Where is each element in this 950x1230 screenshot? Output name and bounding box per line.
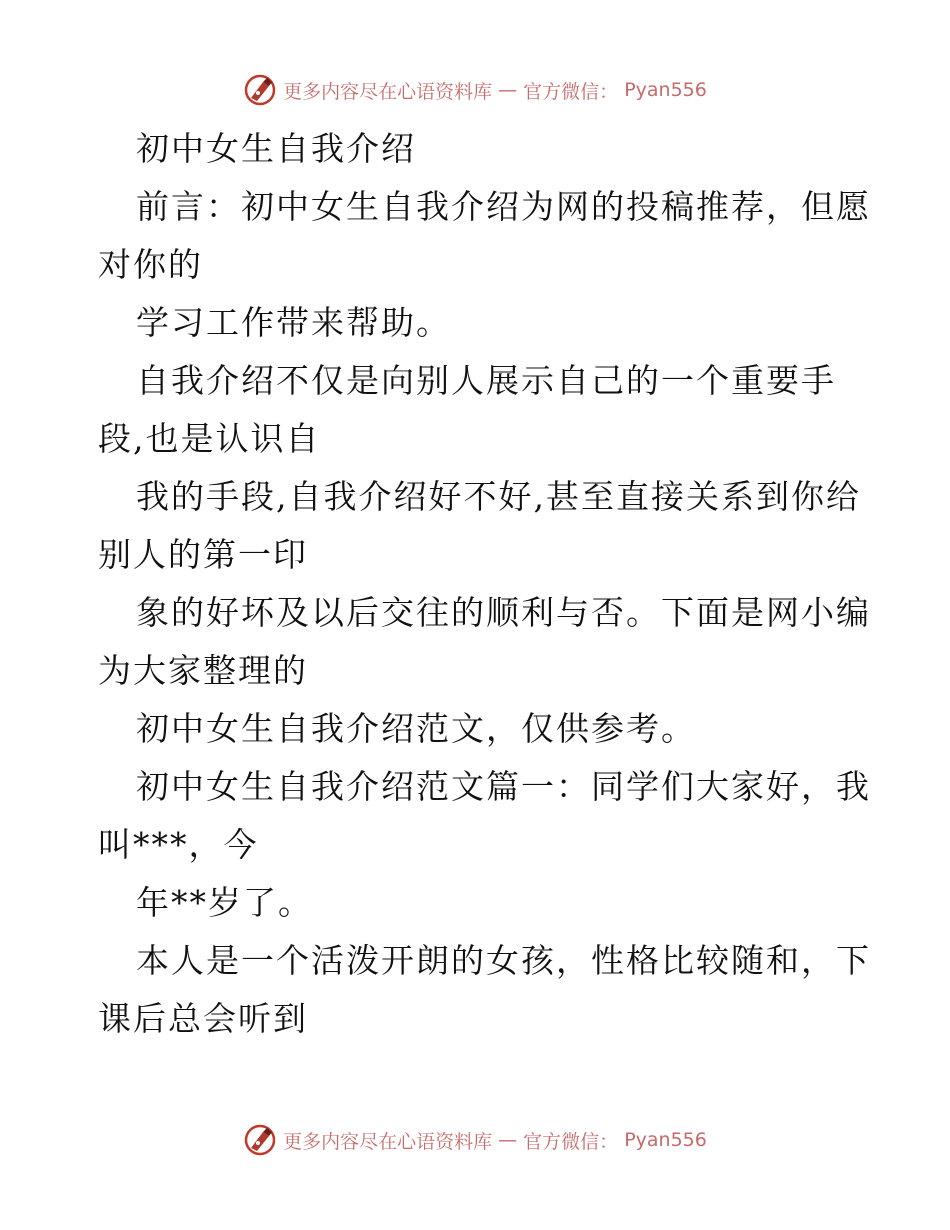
paragraph-line: 叫***，今: [98, 825, 259, 864]
paragraph-line: 本人是一个活泼开朗的女孩，性格比较随和，下: [136, 941, 871, 980]
banner-dash: —: [498, 1129, 518, 1151]
banner-text: 更多内容尽在心语资料库: [283, 80, 493, 103]
footer-banner: [0, 1120, 950, 1160]
paragraph-line: 前言：初中女生自我介绍为网的投稿推荐，但愿: [136, 187, 871, 226]
paragraph-line: 为大家整理的: [98, 651, 308, 690]
paragraph-line: 自我介绍不仅是向别人展示自己的一个重要手: [136, 361, 836, 400]
banner-text: 更多内容尽在心语资料库: [283, 1130, 493, 1153]
banner-wechat-label: 官方微信：: [523, 1130, 619, 1153]
banner-wechat-label: 官方微信：: [523, 80, 619, 103]
paragraph-line: 年**岁了。: [136, 883, 313, 922]
paragraph-line: 学习工作带来帮助。: [136, 303, 451, 342]
document-title: 初中女生自我介绍: [136, 129, 416, 168]
pen-nib-logo-icon: [243, 73, 277, 107]
paragraph-line: 我的手段,自我介绍好不好,甚至直接关系到你给: [136, 477, 861, 516]
pen-nib-logo-icon: [243, 1123, 277, 1157]
paragraph-line: 段,也是认识自: [98, 419, 321, 458]
paragraph-line: 初中女生自我介绍范文篇一：同学们大家好，我: [136, 767, 871, 806]
header-banner: [0, 70, 950, 110]
paragraph-line: 对你的: [98, 245, 203, 284]
banner-wechat-id: Pyan556: [624, 1129, 707, 1151]
paragraph-line: 初中女生自我介绍范文，仅供参考。: [136, 709, 696, 748]
paragraph-line: 别人的第一印: [98, 535, 308, 574]
paragraph-line: 象的好坏及以后交往的顺利与否。下面是网小编: [136, 593, 871, 632]
banner-dash: —: [498, 79, 518, 101]
banner-wechat-id: Pyan556: [624, 79, 707, 101]
paragraph-line: 课后总会听到: [98, 999, 308, 1038]
document-body: [98, 120, 871, 1048]
